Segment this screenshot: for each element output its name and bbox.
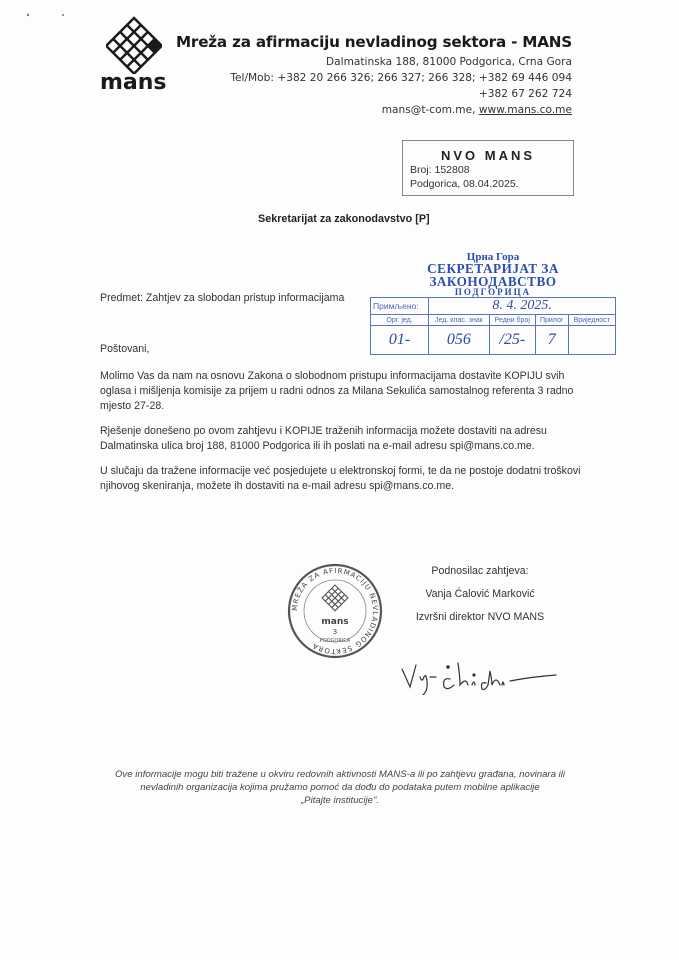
paragraph-request: Molimo Vas da nam na osnovu Zakona o slobodnom pristupu informacijama dostavite KOPIJU svih oglasa i mišljenja komisije za prijem u radni odnos za Milana Sekulića samostalnog referenta 3 radno mjesto 27-28.: [100, 370, 574, 412]
reference-box: [402, 140, 574, 196]
org-phone-1: Tel/Mob: +382 20 266 326; 266 327; 266 328; +382 69 446 094: [230, 72, 572, 84]
scan-specks: [26, 12, 76, 22]
seal-ring-text: MREŽA ZA AFIRMACIJU NEVLADINOG SEKTORA: [290, 566, 380, 656]
subject-line: Predmet: Zahtjev za slobodan pristup informacijama: [100, 292, 345, 304]
stamp-col-class-code: Јед. клас. знак: [429, 315, 490, 326]
organization-seal: [287, 563, 383, 659]
reference-number: Broj: 152808: [410, 164, 470, 176]
paragraph-electronic: U slučaju da tražene informacije već posjedujete u elektronskoj formi, te da ne postoje dodatni troškovi njihovog skeniranja, možete ih dostaviti na e-mail adresu spi@mans.co.me.: [100, 465, 581, 492]
reference-place-date: Podgorica, 08.04.2025.: [410, 178, 519, 190]
footer-note: [100, 768, 580, 807]
org-contact: [176, 102, 572, 118]
stamp-city: ПОДГОРИЦА: [454, 287, 532, 297]
receipt-stamp: [368, 252, 618, 355]
signatory-title: Izvršni direktor NVO MANS: [415, 611, 545, 623]
seal-center-text: mans: [321, 617, 349, 627]
org-name: Mreža za afirmaciju nevladinog sektora - MANS: [175, 33, 572, 51]
org-address: Dalmatinska 188, 81000 Podgorica, Crna Gora: [325, 56, 572, 68]
mans-logo: [100, 14, 172, 94]
stamp-country: Црна Гора: [466, 251, 520, 263]
seal-number: 3: [332, 628, 338, 636]
stamp-val-org-unit: 01-: [371, 326, 429, 355]
seal-city: PODGORICA: [319, 638, 351, 644]
footer-line-3: „Pitajte institucije".: [300, 795, 380, 806]
stamp-col-org-unit: Орг. јед.: [371, 315, 429, 326]
paragraph-delivery: Rješenje donešeno po ovom zahtjevu i KOPIJE traženih informacija možete dostaviti na adresu Dalmatinska ulica broj 188, 81000 Podgorica ili ih poslati na e-mail adresu spi@mans.co.me.: [100, 425, 547, 452]
footer-line-1: Ove informacije mogu biti tražene u okviru redovnih aktivnosti MANS-a ili po zahtjevu građana, novinara ili: [114, 769, 566, 780]
stamp-val-attachment: 7: [535, 326, 568, 355]
stamp-institution: СЕКРЕТАРИЈАТ ЗА ЗАКОНОДАВСТВО: [427, 261, 559, 289]
stamp-received-label: Примљено:: [371, 298, 429, 315]
signatory-block: [400, 565, 560, 634]
logo-wordmark: mans: [100, 70, 167, 95]
reference-title: NVO MANS: [440, 148, 536, 163]
footer-line-2: nevladinih organizacija kojima pružamo pomoć da dođu do podataka putem mobilne aplikacije: [140, 782, 540, 793]
stamp-col-serial: Редни број: [489, 315, 535, 326]
grid-logo-icon: [106, 14, 162, 74]
recipient: Sekretarijat za zakonodavstvo [P]: [258, 213, 430, 225]
letter-body: [100, 342, 590, 504]
greeting: Poštovani,: [100, 343, 150, 355]
org-email: mans@t-com.me,: [381, 104, 479, 116]
letterhead: [176, 33, 572, 118]
signatory-name: Vanja Ćalović Marković: [425, 588, 535, 600]
stamp-val-serial: /25-: [489, 326, 535, 355]
signatory-label: Podnosilac zahtjeva:: [431, 565, 529, 577]
handwritten-signature: [390, 655, 570, 695]
stamp-received-date: 8. 4. 2025.: [429, 298, 616, 315]
stamp-val-class-code: 056: [429, 326, 490, 355]
org-website-link[interactable]: www.mans.co.me: [478, 104, 572, 116]
stamp-col-value: Вриједност: [568, 315, 615, 326]
stamp-col-attachment: Прилог: [535, 315, 568, 326]
org-phone-2: +382 67 262 724: [478, 88, 572, 100]
